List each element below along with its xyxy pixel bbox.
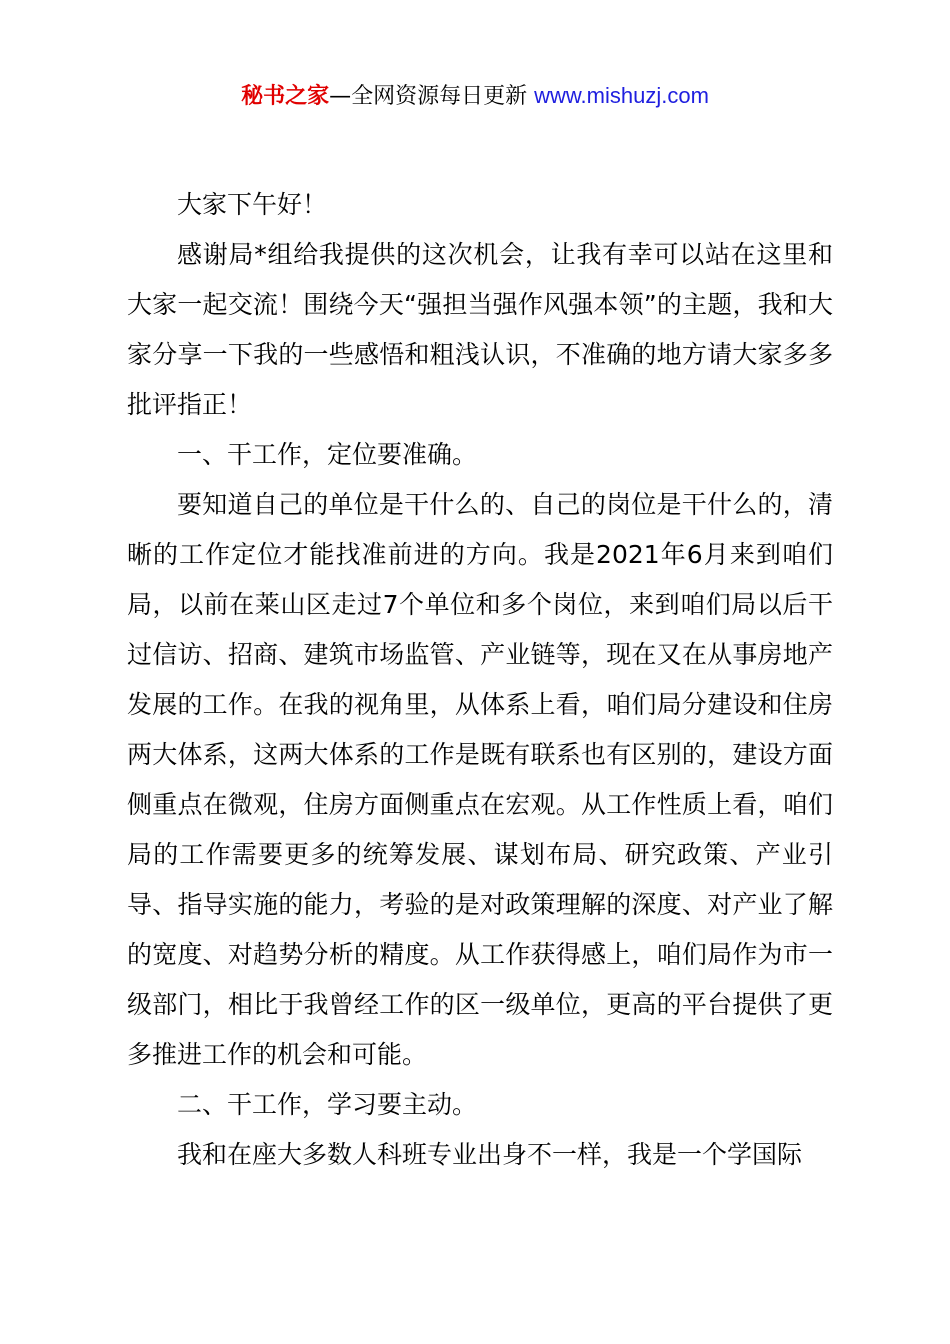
brand-name: 秘书之家 xyxy=(241,84,330,109)
site-url[interactable]: www.mishuzj.com xyxy=(534,83,709,108)
paragraph-section-2: 我和在座大多数人科班专业出身不一样，我是一个学国际 xyxy=(177,1140,803,1169)
section-heading-2: 二、干工作，学习要主动。 xyxy=(177,1090,478,1119)
greeting: 大家下午好！ xyxy=(177,190,328,219)
header-tagline: —全网资源每日更新 xyxy=(329,84,535,109)
document-body xyxy=(127,180,833,1180)
paragraph-intro: 感谢局*组给我提供的这次机会，让我有幸可以站在这里和大家一起交流！围绕今天“强担当强作风强本领”的主题，我和大家分享一下我的一些感悟和粗浅认识，不准确的地方请大家多多批评指正！ xyxy=(127,240,833,419)
paragraph-section-1: 要知道自己的单位是干什么的、自己的岗位是干什么的，清晰的工作定位才能找准前进的方向。我是2021年6月来到咱们局，以前在莱山区走过7个单位和多个岗位，来到咱们局以后干过信访、招商、建筑市场监管、产业链等，现在又在从事房地产发展的工作。在我的视角里，从体系上看，咱们局分建设和住房两大体系，这两大体系的工作是既有联系也有区别的，建设方面侧重点在微观，住房方面侧重点在宏观。从工作性质上看，咱们局的工作需要更多的统筹发展、谋划布局、研究政策、产业引导、指导实施的能力，考验的是对政策理解的深度、对产业了解的宽度、对趋势分析的精度。从工作获得感上，咱们局作为市一级部门，相比于我曾经工作的区一级单位，更高的平台提供了更多推进工作的机会和可能。 xyxy=(127,490,833,1069)
section-heading-1: 一、干工作，定位要准确。 xyxy=(177,440,478,469)
site-header xyxy=(0,80,950,113)
